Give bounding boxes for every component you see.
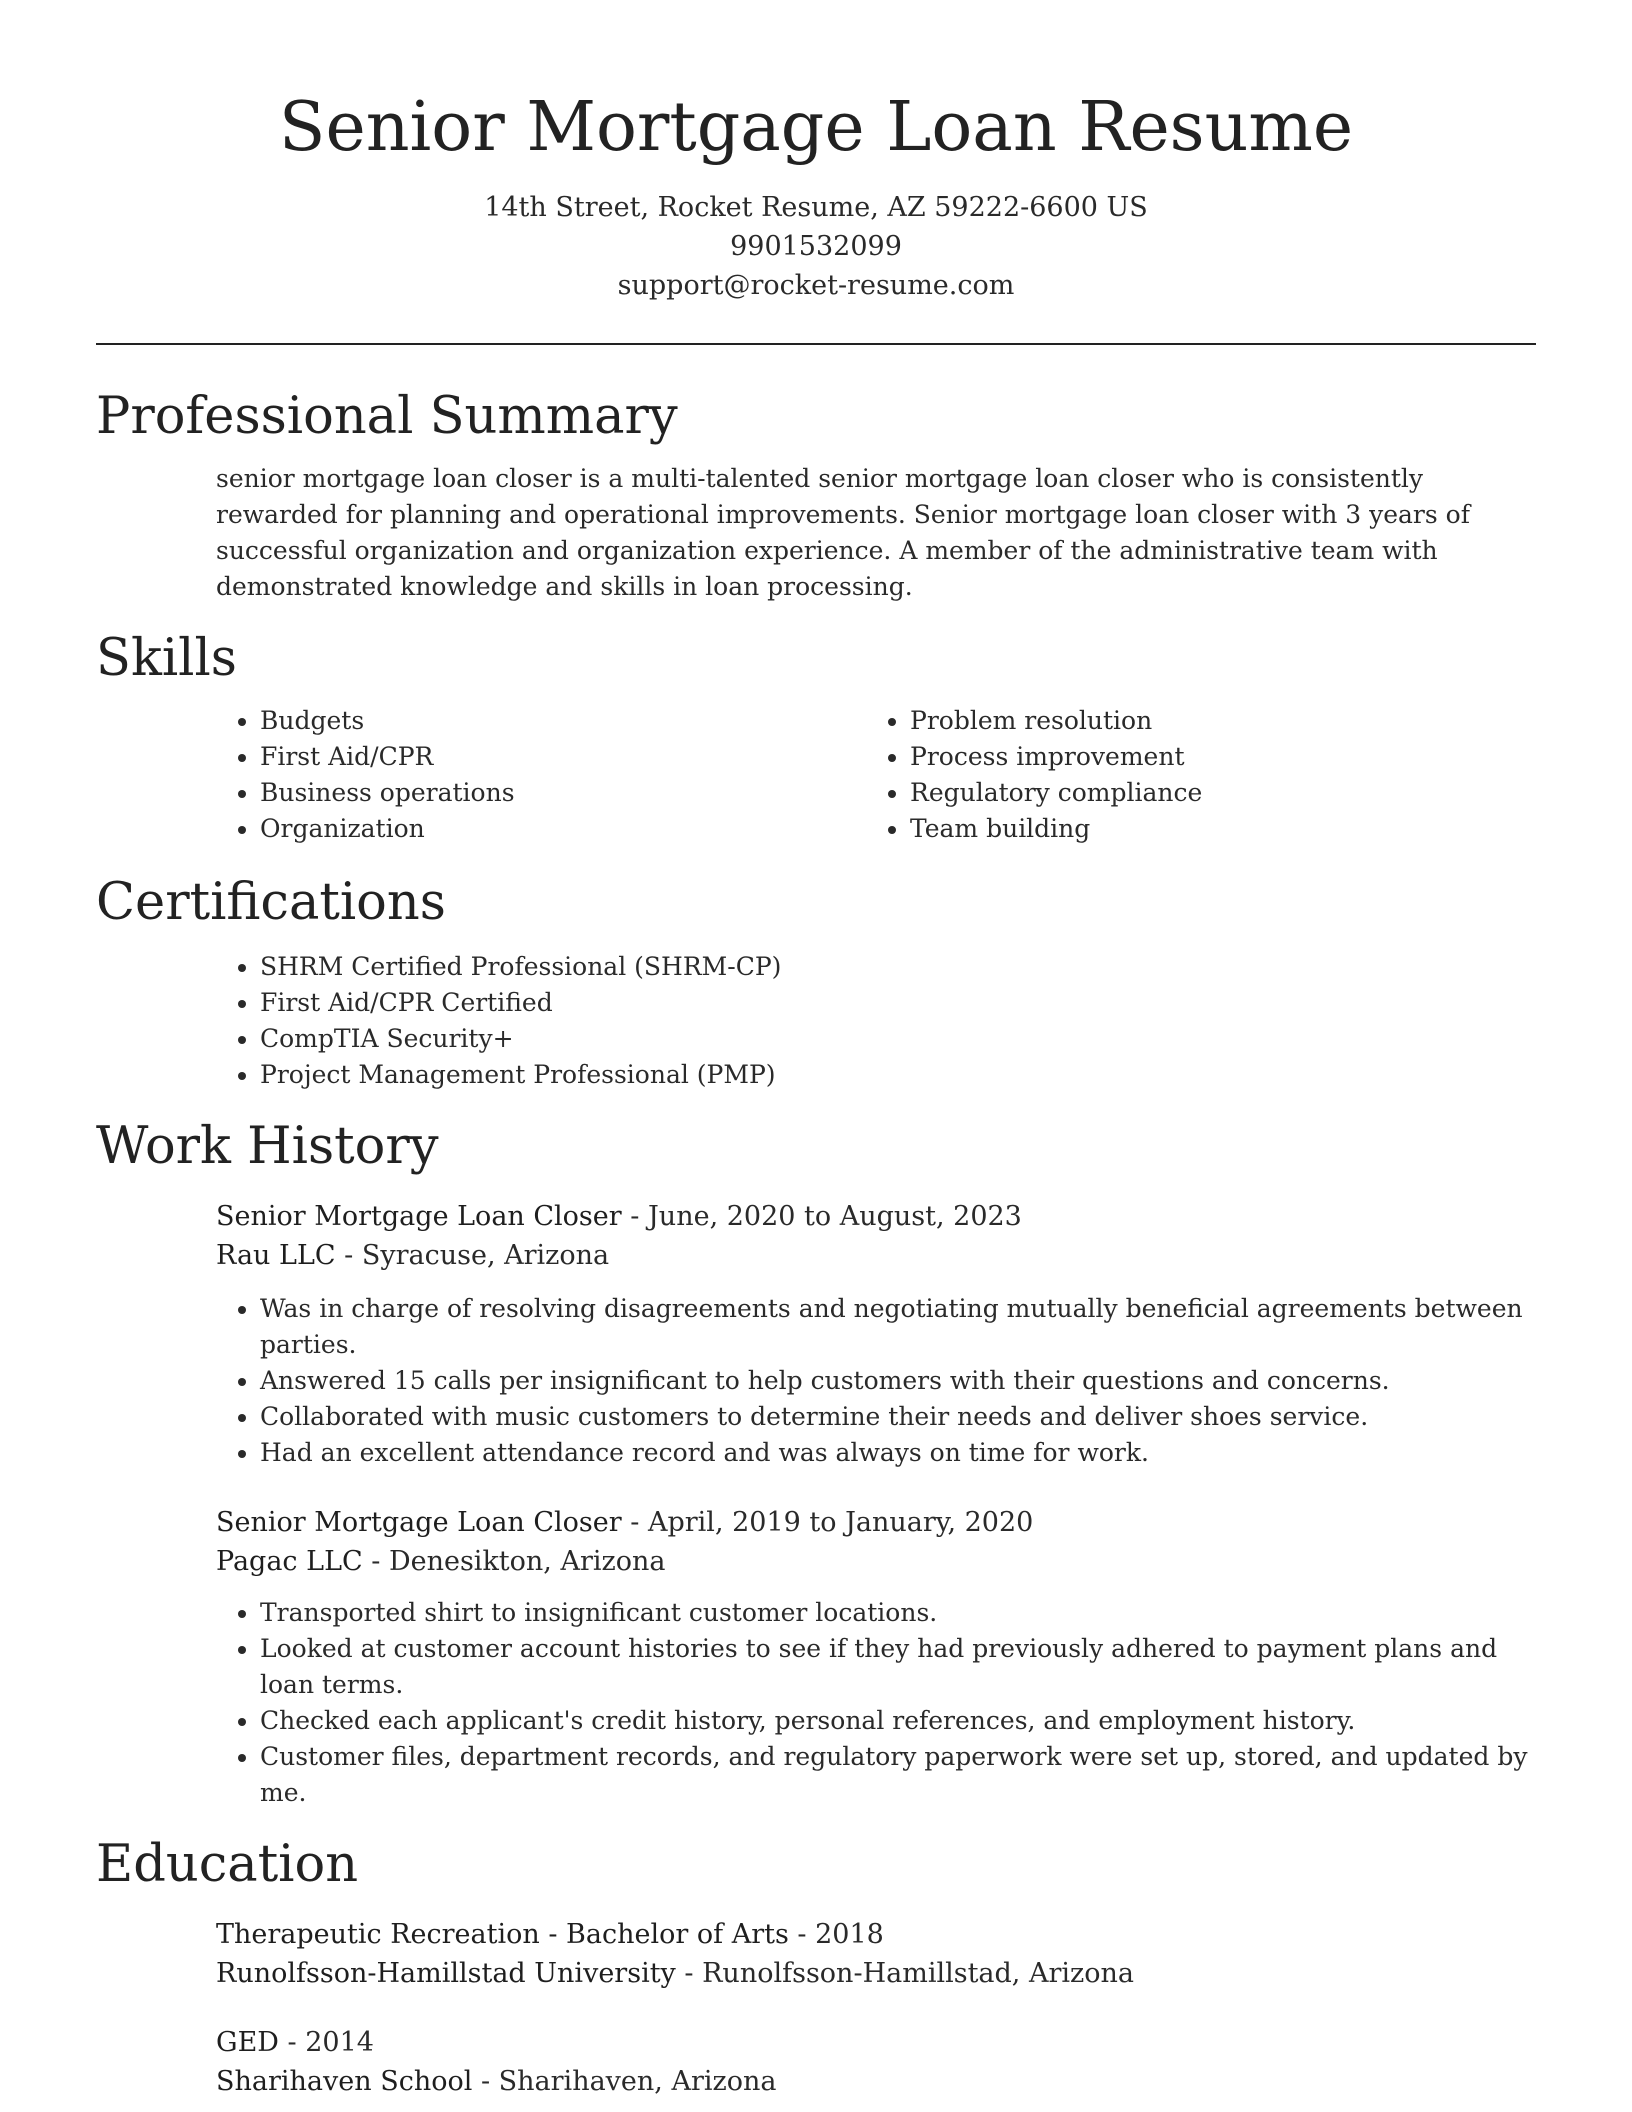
phone-line: 9901532099 [730,231,902,262]
education-location: - Sharihaven, Arizona [472,2066,777,2097]
job-company-line: Pagac LLC - Denesikton, Arizona [216,1546,666,1577]
skill-item: • Regulatory compliance [910,775,1516,811]
address-line: 14th Street, Rocket Resume, AZ 59222-6600 US [484,192,1148,223]
job-title: Senior Mortgage Loan Closer [216,1507,622,1538]
certification-item: • SHRM Certified Professional (SHRM-CP) [260,949,1536,985]
job-title-line: Senior Mortgage Loan Closer - April, 2019 to January, 2020 [216,1507,1034,1538]
skill-item: • First Aid/CPR [260,739,866,775]
education-entry [216,2023,1536,2101]
job-bullet: • Transported shirt to insignificant customer locations. [260,1595,1536,1631]
job-company: Rau LLC [216,1240,336,1271]
education-heading: Education [96,1835,359,1894]
certifications-heading: Certifications [96,873,446,932]
education-location: - Runolfsson-Hamillstad, Arizona [675,1958,1134,1989]
education-school-line [216,2062,1536,2101]
education-degree-line [216,1915,1536,1954]
job-company-line: Rau LLC - Syracuse, Arizona [216,1240,610,1271]
certifications-section [96,871,1536,1093]
education-entry [216,1915,1536,1993]
resume-header [96,80,1536,305]
education-degree: Therapeutic Recreation - Bachelor of Arts [216,1919,789,1950]
job-bullet: • Answered 15 calls per insignificant to help customers with their questions and concerns. [260,1363,1536,1399]
job-bullet: • Collaborated with music customers to determine their needs and deliver shoes service. [260,1399,1536,1435]
education-year: - 2018 [788,1919,884,1950]
summary-text: senior mortgage loan closer is a multi-talented senior mortgage loan closer who is consistently rewarded for planning and operational improvements. Senior mortgage loan closer with 3 years of successful organization and organization experience. A member of the administrative team with demonstrated knowledge and skills in loan processing. [216,464,1470,601]
job-location: Syracuse, Arizona [361,1240,610,1271]
education-degree: GED [216,2027,279,2058]
job-bullet: • Had an excellent attendance record and was always on time for work. [260,1435,1536,1471]
skill-item: • Organization [260,811,866,847]
skills-column-right [866,703,1516,847]
work-history-section [96,1115,1536,1811]
summary-section [96,385,1536,605]
education-year: - 2014 [278,2027,374,2058]
job-bullet: • Looked at customer account histories to see if they had previously adhered to payment plans and loan terms. [260,1631,1536,1703]
education-school-line [216,1954,1536,1993]
job-dates: April, 2019 to January, 2020 [647,1507,1034,1538]
resume-page [96,80,1536,2101]
work-history-heading: Work History [96,1117,439,1176]
skills-heading: Skills [96,629,237,688]
job-bullet: • Was in charge of resolving disagreements and negotiating mutually beneficial agreements between parties. [260,1291,1536,1363]
email-line: support@rocket-resume.com [617,270,1015,301]
skill-item: • Business operations [260,775,866,811]
skills-grid [216,703,1536,847]
skills-column-left [216,703,866,847]
job-entry [216,1197,1536,1471]
education-section [96,1833,1536,2101]
job-company: Pagac LLC [216,1546,363,1577]
skill-item: • Problem resolution [910,703,1516,739]
education-school: Sharihaven School [216,2066,473,2097]
skill-item: • Team building [910,811,1516,847]
header-divider [96,343,1536,345]
job-location: Denesikton, Arizona [388,1546,666,1577]
certifications-list-wrap [216,949,1536,1093]
contact-block [96,188,1536,305]
education-school: Runolfsson-Hamillstad University [216,1958,676,1989]
job-entry [216,1503,1536,1811]
job-title-line: Senior Mortgage Loan Closer - June, 2020 to August, 2023 [216,1201,1022,1232]
job-bullet: • Checked each applicant's credit history, personal references, and employment history. [260,1703,1536,1739]
skill-item: • Budgets [260,703,866,739]
job-title: Senior Mortgage Loan Closer [216,1201,622,1232]
skill-item: • Process improvement [910,739,1516,775]
resume-title: Senior Mortgage Loan Resume [278,88,1354,167]
education-degree-line [216,2023,1536,2062]
summary-heading: Professional Summary [96,387,678,446]
job-bullets [216,1291,1536,1471]
job-bullet: • Customer files, department records, and regulatory paperwork were set up, stored, and updated by me. [260,1739,1536,1811]
certification-item: • First Aid/CPR Certified [260,985,1536,1021]
job-bullets [216,1595,1536,1811]
skills-section [96,627,1536,847]
certification-item: • CompTIA Security+ [260,1021,1536,1057]
job-dates: June, 2020 to August, 2023 [647,1201,1022,1232]
certification-item: • Project Management Professional (PMP) [260,1057,1536,1093]
